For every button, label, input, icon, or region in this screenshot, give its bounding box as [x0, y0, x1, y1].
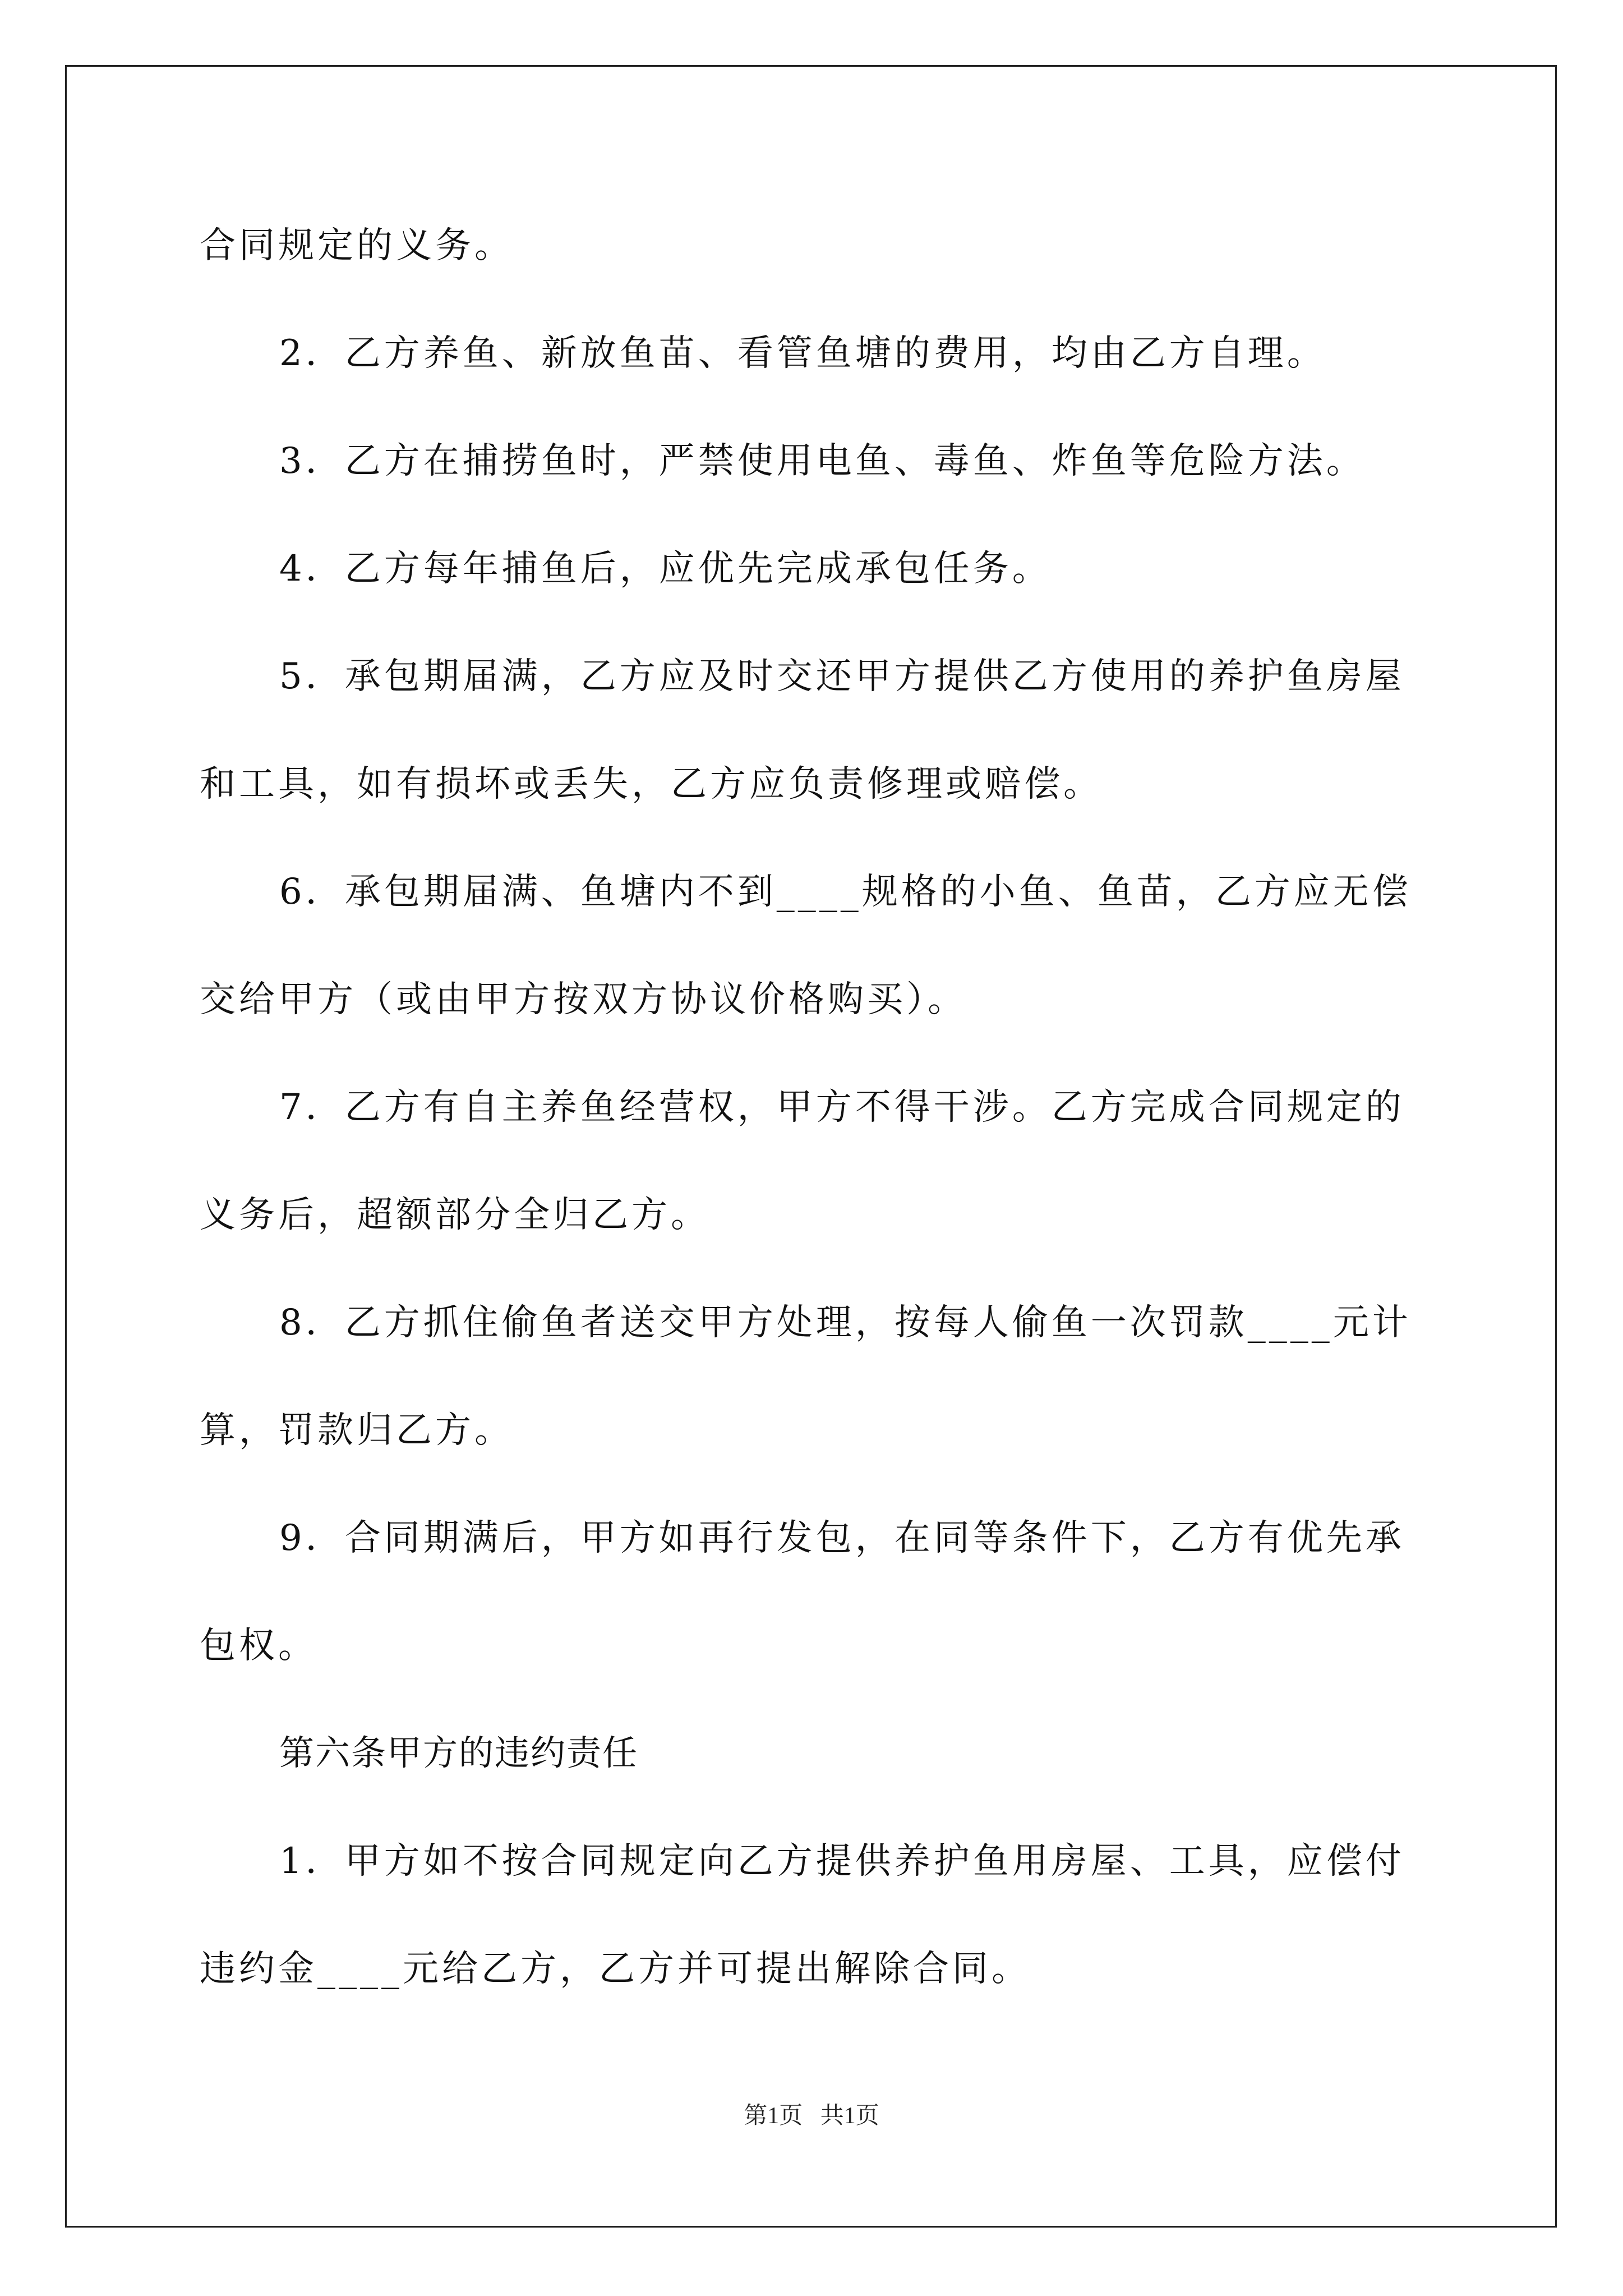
clause-6: 6．承包期届满、鱼塘内不到____规格的小鱼、鱼苗，乙方应无偿 [279, 871, 1412, 913]
page-number-footer: 第1页 共1页 [744, 2103, 879, 2129]
text-line: 合同规定的义务。 [200, 225, 514, 266]
clause-4: 4．乙方每年捕鱼后，应优先完成承包任务。 [279, 548, 1052, 590]
clause-8: 8．乙方抓住偷鱼者送交甲方处理，按每人偷鱼一次罚款____元计 [279, 1302, 1412, 1343]
clause-7: 7．乙方有自主养鱼经营权，甲方不得干涉。乙方完成合同规定的 [279, 1087, 1405, 1128]
clause-7-cont: 义务后，超额部分全归乙方。 [200, 1194, 710, 1236]
clause-3: 3．乙方在捕捞鱼时，严禁使用电鱼、毒鱼、炸鱼等危险方法。 [279, 440, 1366, 482]
clause-1-cont: 违约金____元给乙方，乙方并可提出解除合同。 [200, 1948, 1031, 1990]
clause-6-cont: 交给甲方（或由甲方按双方协议价格购买）。 [200, 979, 967, 1020]
clause-2: 2．乙方养鱼、新放鱼苗、看管鱼塘的费用，均由乙方自理。 [279, 333, 1326, 374]
clause-9-cont: 包权。 [200, 1625, 317, 1667]
clause-5-cont: 和工具，如有损坏或丢失，乙方应负责修理或赔偿。 [200, 763, 1103, 805]
clause-8-cont: 算，罚款归乙方。 [200, 1410, 514, 1451]
section-heading: 第六条甲方的违约责任 [279, 1734, 639, 1773]
clause-5: 5．承包期届满，乙方应及时交还甲方提供乙方使用的养护鱼房屋 [279, 656, 1405, 697]
page-frame [65, 65, 1557, 2228]
clause-1: 1．甲方如不按合同规定向乙方提供养护鱼用房屋、工具，应偿付 [279, 1841, 1405, 1882]
clause-9: 9．合同期满后，甲方如再行发包，在同等条件下，乙方有优先承 [279, 1517, 1405, 1559]
